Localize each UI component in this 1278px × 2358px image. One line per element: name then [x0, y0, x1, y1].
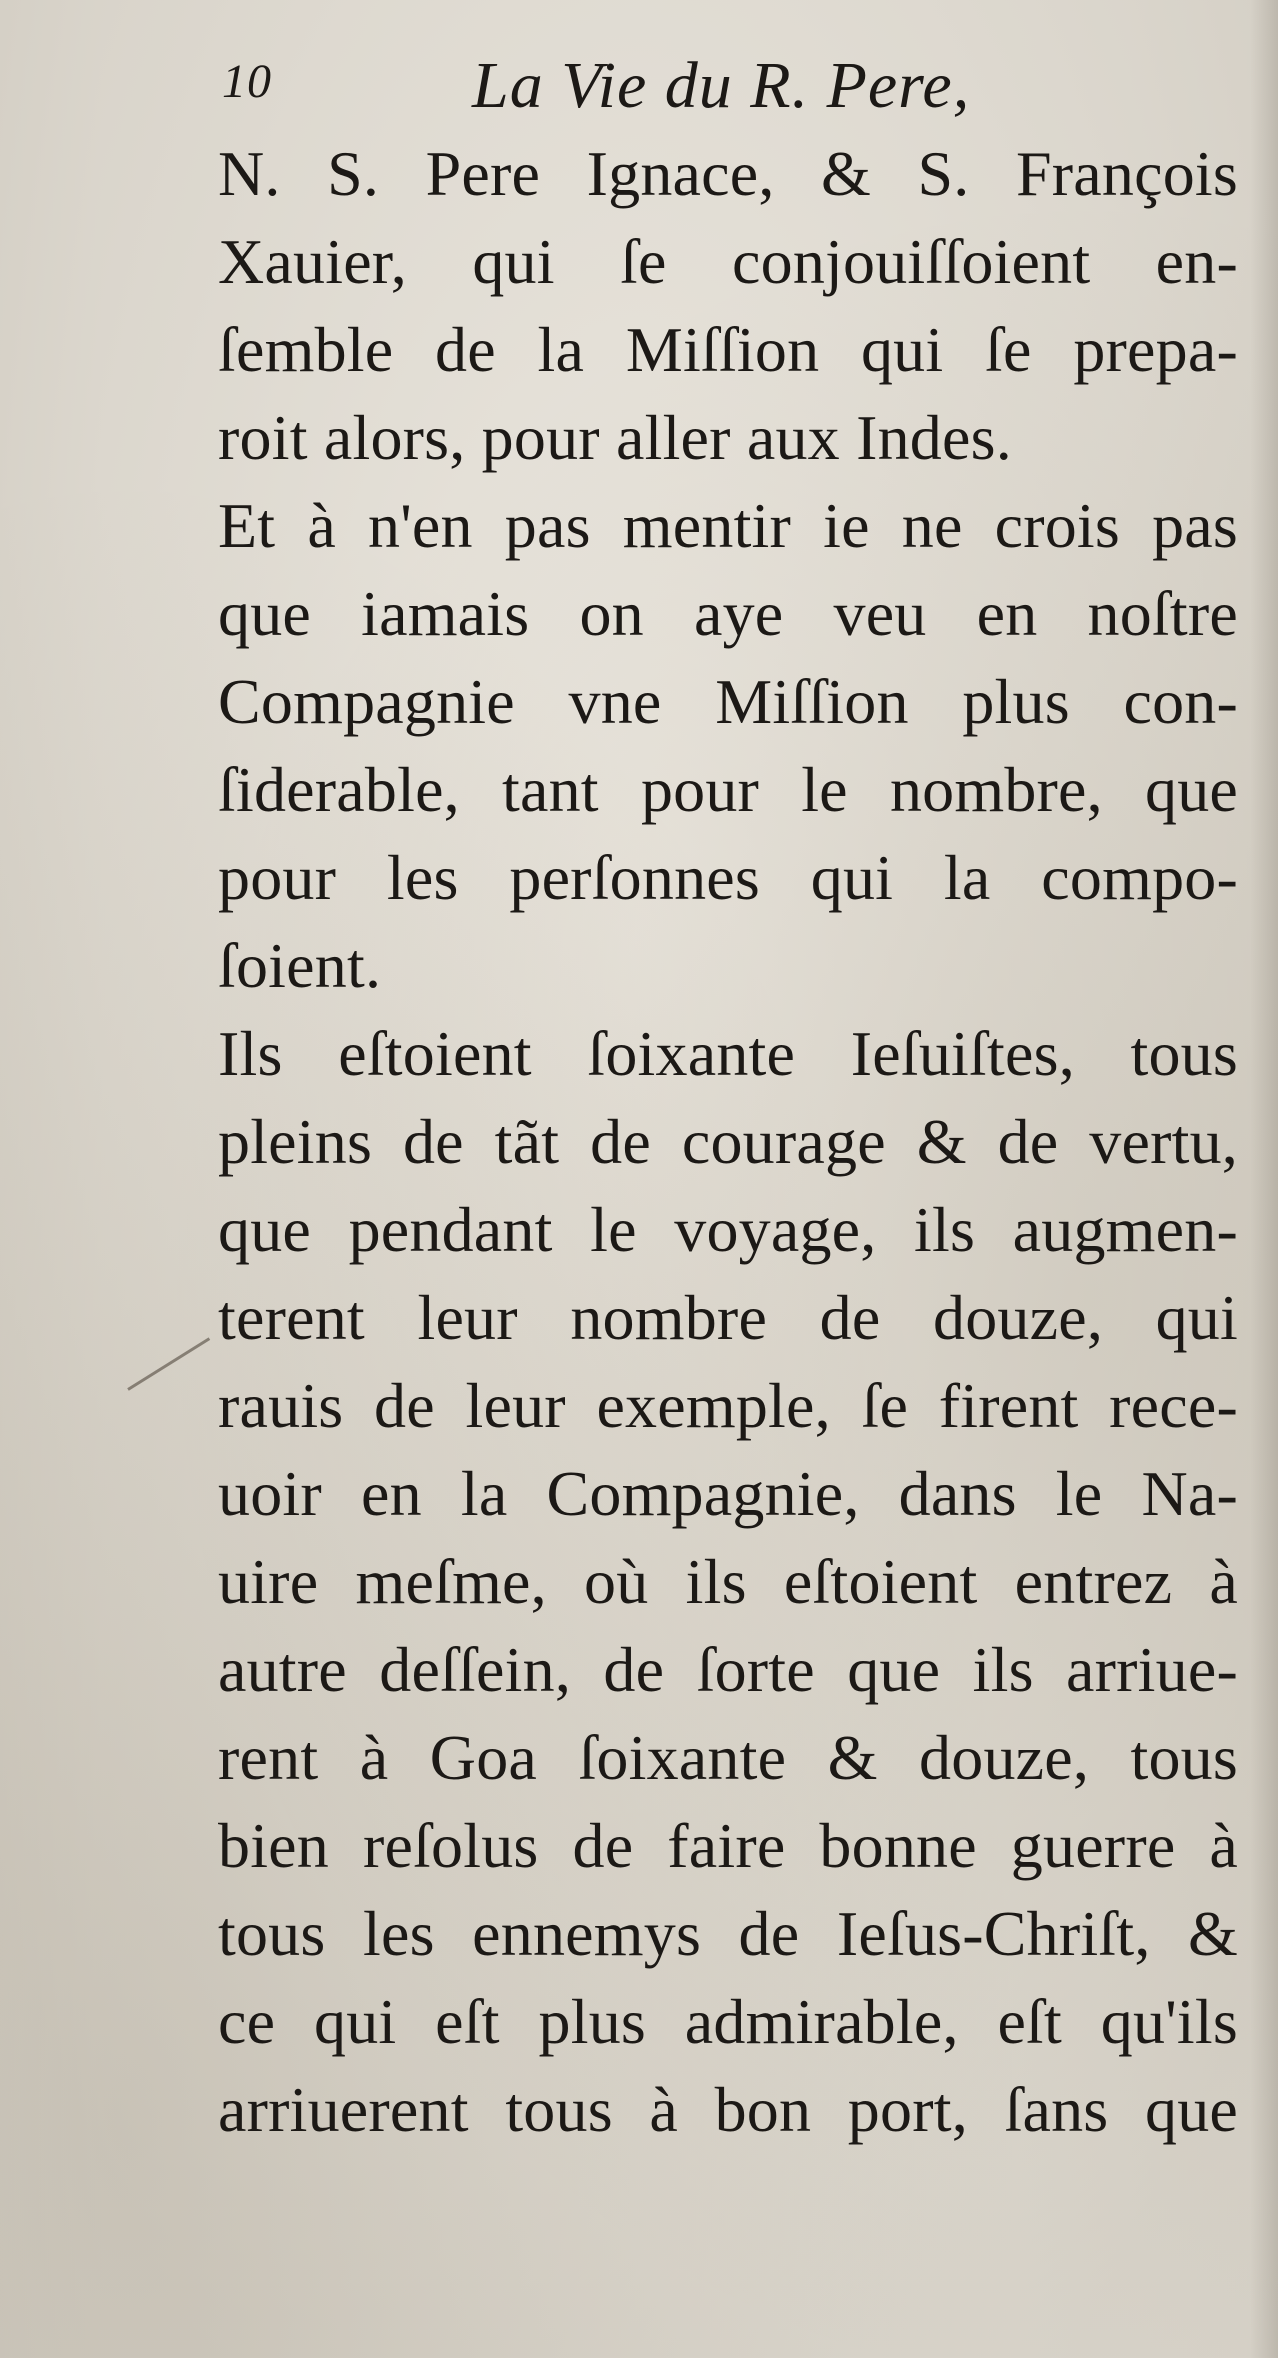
text-line: Xauier, qui ſe conjouiſſoient en- [218, 226, 1238, 297]
text-line: Compagnie vne Miſſion plus con- [218, 666, 1238, 737]
text-line: que pendant le voyage, ils augmen- [218, 1194, 1238, 1265]
text-line: ſemble de la Miſſion qui ſe prepa- [218, 314, 1238, 385]
page-header [222, 48, 1242, 122]
text-line: pleins de tãt de courage & de vertu, [218, 1106, 1238, 1177]
text-line: Et à n'en pas mentir ie ne crois pas [218, 490, 1238, 561]
text-line: pour les perſonnes qui la compo- [218, 842, 1238, 913]
body-text [218, 130, 1238, 2154]
text-line: terent leur nombre de douze, qui [218, 1282, 1238, 1353]
text-line: ſoient. [218, 930, 382, 1001]
text-line: rauis de leur exemple, ſe firent rece- [218, 1370, 1238, 1441]
page-fold-shadow [1250, 0, 1278, 2358]
text-line: N. S. Pere Ignace, & S. François [218, 138, 1238, 209]
text-line: rent à Goa ſoixante & douze, tous [218, 1722, 1238, 1793]
text-line: tous les ennemys de Ieſus-Chriſt, & [218, 1898, 1238, 1969]
page-number: 10 [222, 55, 272, 108]
text-line: bien reſolus de faire bonne guerre à [218, 1810, 1238, 1881]
text-line: ſiderable, tant pour le nombre, que [218, 754, 1238, 825]
text-line: uoir en la Compagnie, dans le Na- [218, 1458, 1238, 1529]
text-line: que iamais on aye veu en noſtre [218, 578, 1238, 649]
text-line: arriuerent tous à bon port, ſans que [218, 2074, 1238, 2145]
text-line: uire meſme, où ils eſtoient entrez à [218, 1546, 1238, 1617]
text-line: Ils eſtoient ſoixante Ieſuiſtes, tous [218, 1018, 1238, 1089]
paper-tear [127, 1337, 210, 1390]
text-line: ce qui eſt plus admirable, eſt qu'ils [218, 1986, 1238, 2057]
running-title: La Vie du R. Pere, [472, 49, 971, 122]
text-line: autre deſſein, de ſorte que ils arriue- [218, 1634, 1238, 1705]
text-line: roit alors, pour aller aux Indes. [218, 402, 1012, 473]
